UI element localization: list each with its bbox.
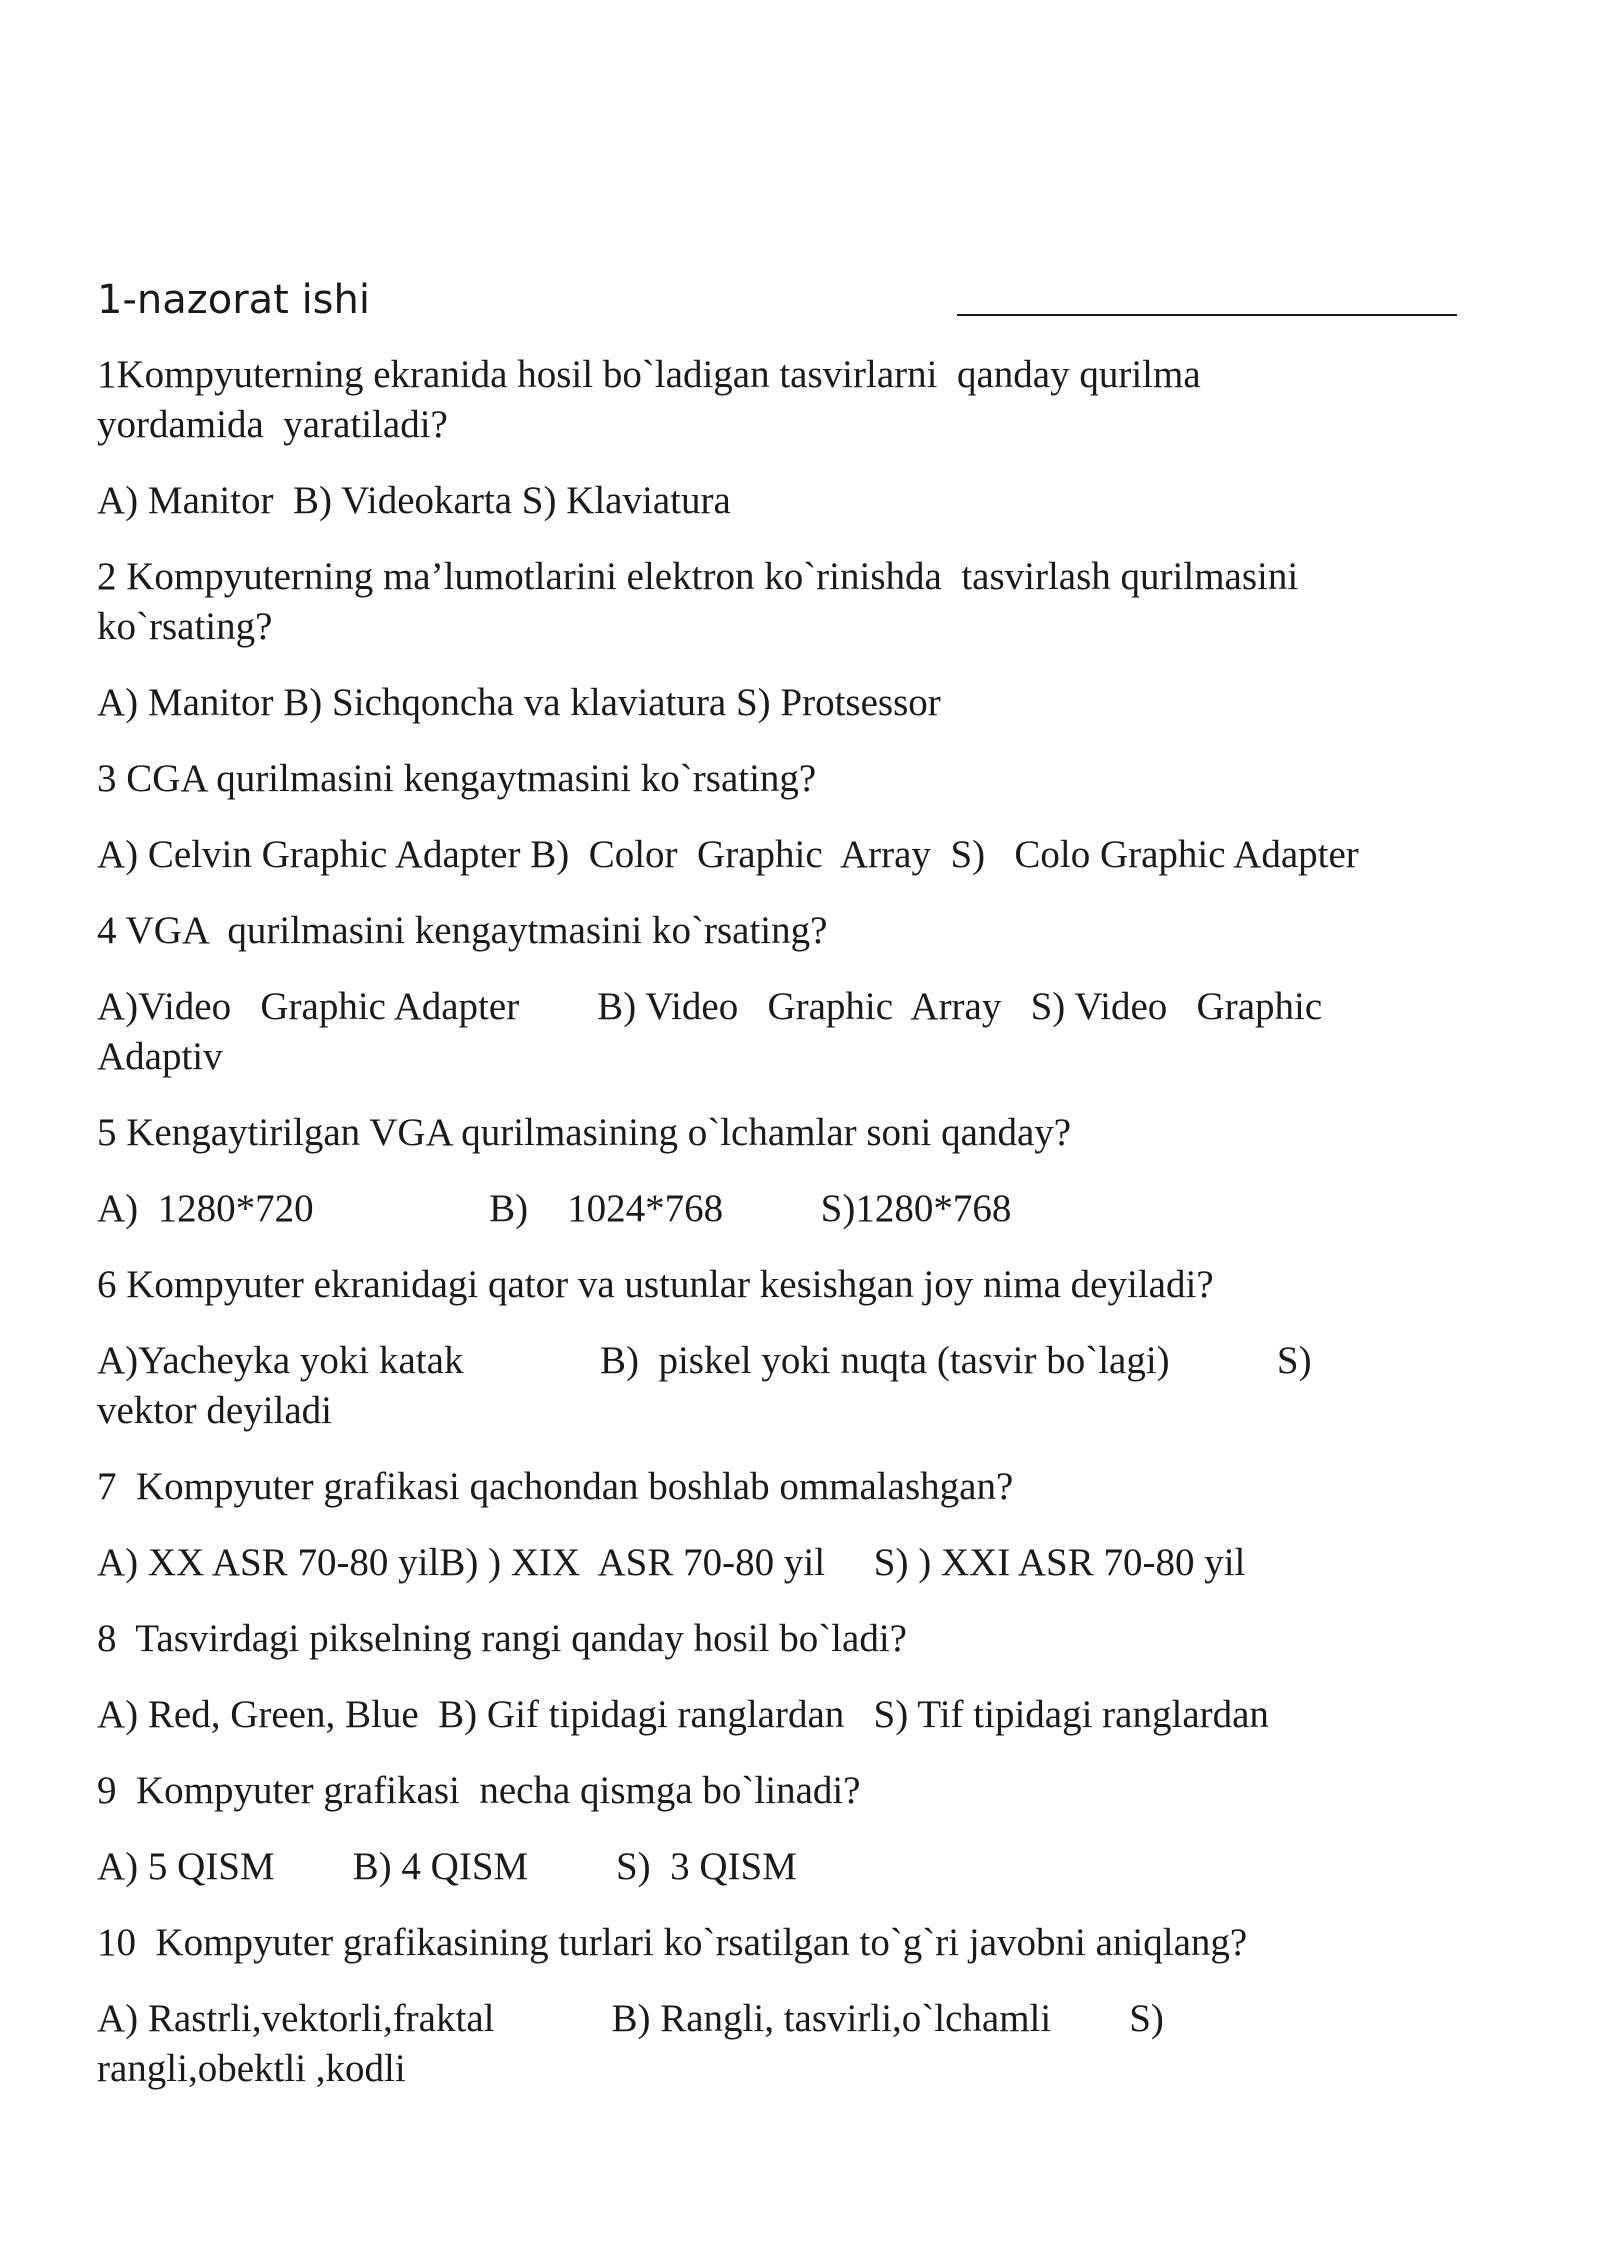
answers-8: A) Red, Green, Blue B) Gif tipidagi ranglardan S) Tif tipidagi ranglardan — [97, 1693, 1269, 1736]
answers-10: A) Rastrli,vektorli,fraktal B) Rangli, tasvirli,o`lchamli S) rangli,obektli ,kodli — [97, 1997, 1164, 2090]
question-7: 7 Kompyuter grafikasi qachondan boshlab ommalashgan? — [97, 1465, 1014, 1508]
question-4: 4 VGA qurilmasini kengaytmasini ko`rsating? — [97, 909, 828, 952]
answers-9: A) 5 QISM B) 4 QISM S) 3 QISM — [97, 1845, 797, 1888]
answers-7: A) XX ASR 70-80 yilB) ) XIX ASR 70-80 yil S) ) XXI ASR 70-80 yil — [97, 1541, 1246, 1584]
question-6: 6 Kompyuter ekranidagi qator va ustunlar kesishgan joy nima deyiladi? — [97, 1263, 1214, 1306]
question-9: 9 Kompyuter grafikasi necha qismga bo`linadi? — [97, 1769, 861, 1812]
question-3: 3 CGA qurilmasini kengaytmasini ko`rsating? — [97, 757, 817, 800]
name-blank-line — [957, 314, 1457, 316]
answers-2: A) Manitor B) Sichqoncha va klaviatura S) Protsessor — [97, 681, 941, 724]
question-8: 8 Tasvirdagi pikselning rangi qanday hosil bo`ladi? — [97, 1617, 907, 1660]
test-page — [97, 270, 1517, 2094]
question-1: 1Kompyuterning ekranida hosil bo`ladigan tasvirlarni qanday qurilma yordamida yaratiladi? — [97, 353, 1201, 446]
answers-4: A)Video Graphic Adapter B) Video Graphic Array S) Video Graphic Adaptiv — [97, 985, 1323, 1078]
question-2: 2 Kompyuterning ma’lumotlarini elektron ko`rinishda tasvirlash qurilmasini ko`rsating? — [97, 555, 1299, 648]
title-row — [97, 270, 1517, 330]
page-title: 1-nazorat ishi — [97, 277, 370, 323]
question-5: 5 Kengaytirilgan VGA qurilmasining o`lchamlar soni qanday? — [97, 1111, 1072, 1154]
answers-5: A) 1280*720 B) 1024*768 S)1280*768 — [97, 1187, 1012, 1230]
question-10: 10 Kompyuter grafikasining turlari ko`rsatilgan to`g`ri javobni aniqlang? — [97, 1921, 1248, 1964]
answers-1: A) Manitor B) Videokarta S) Klaviatura — [97, 479, 731, 522]
answers-6: A)Yacheyka yoki katak B) piskel yoki nuqta (tasvir bo`lagi) S) vektor deyiladi — [97, 1339, 1312, 1432]
answers-3: A) Celvin Graphic Adapter B) Color Graphic Array S) Colo Graphic Adapter — [97, 833, 1359, 876]
